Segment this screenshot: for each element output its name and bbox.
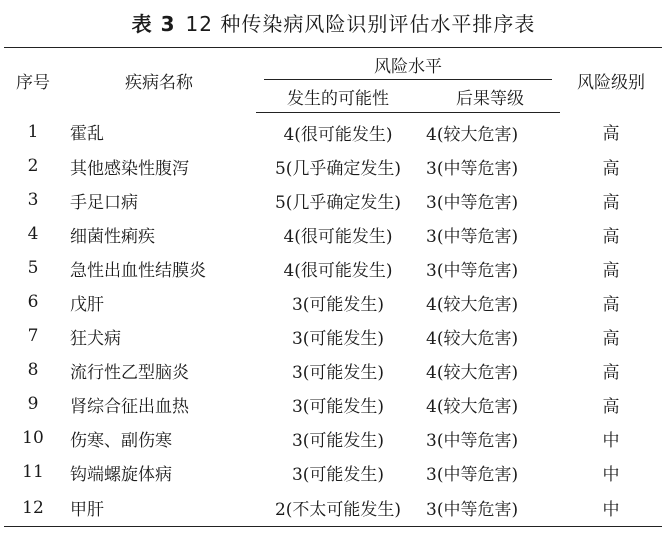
table-row — [4, 387, 662, 421]
disease-name-cell: 戊肝 — [70, 294, 104, 315]
disease-name-cell: 伤寒、副伤寒 — [70, 430, 172, 451]
table-body — [4, 113, 662, 527]
likelihood-cell: 3(可能发生) — [291, 362, 385, 383]
row-number: 4 — [27, 224, 39, 244]
consequence-cell: 3(中等危害) — [426, 430, 519, 451]
risk-grade-cell: 高 — [602, 192, 620, 213]
risk-grade-cell: 高 — [602, 226, 620, 247]
likelihood-cell: 5(几乎确定发生) — [274, 192, 402, 213]
likelihood-cell: 2(不太可能发生) — [256, 489, 420, 527]
likelihood-cell: 3(可能发生) — [291, 294, 385, 315]
risk-grade-cell: 高 — [602, 158, 620, 179]
likelihood-cell: 5(几乎确定发生) — [274, 158, 402, 179]
risk-grade-cell: 高 — [602, 362, 620, 383]
consequence-cell: 4(较大危害) — [426, 294, 519, 315]
table-row — [4, 455, 662, 489]
table-row — [4, 421, 662, 455]
risk-grade-cell: 高 — [602, 328, 620, 349]
table-row — [4, 285, 662, 319]
row-number: 2 — [27, 156, 39, 176]
table-title: 12 种传染病风险识别评估水平排序表 — [185, 12, 536, 36]
likelihood-cell: 4(很可能发生) — [283, 124, 393, 145]
likelihood-cell: 3(可能发生) — [291, 396, 385, 417]
header-no: 序号 — [4, 48, 62, 113]
disease-name-cell: 流行性乙型脑炎 — [70, 362, 189, 383]
table-caption — [0, 8, 667, 37]
risk-grade-cell: 中 — [602, 464, 620, 485]
disease-name-cell: 其他感染性腹泻 — [70, 158, 189, 179]
likelihood-cell: 3(可能发生) — [291, 430, 385, 451]
risk-grade-cell: 高 — [602, 396, 620, 417]
consequence-cell: 4(较大危害) — [426, 124, 519, 145]
table-row — [4, 183, 662, 217]
header-likelihood: 发生的可能性 — [256, 80, 420, 113]
row-number: 11 — [22, 462, 44, 482]
row-number: 3 — [27, 190, 39, 210]
consequence-cell: 3(中等危害) — [426, 464, 519, 485]
likelihood-cell: 3(可能发生) — [291, 464, 385, 485]
row-number: 10 — [22, 428, 44, 448]
disease-name-cell: 手足口病 — [70, 192, 138, 213]
row-number: 5 — [27, 258, 39, 278]
likelihood-cell: 3(可能发生) — [291, 328, 385, 349]
likelihood-cell: 4(很可能发生) — [283, 226, 393, 247]
table-row — [4, 113, 662, 150]
table-row — [4, 489, 662, 527]
disease-name-cell: 细菌性痢疾 — [70, 226, 155, 247]
header-risk-level-label: 风险水平 — [374, 56, 442, 77]
table-row — [4, 353, 662, 387]
disease-name-cell: 霍乱 — [70, 124, 104, 145]
consequence-cell: 3(中等危害) — [426, 158, 519, 179]
table-row — [4, 149, 662, 183]
row-number: 6 — [27, 292, 39, 312]
row-number: 8 — [27, 360, 39, 380]
consequence-cell: 3(中等危害) — [426, 192, 519, 213]
row-number: 9 — [27, 394, 39, 414]
header-row-top — [4, 48, 662, 81]
risk-grade-cell: 高 — [602, 294, 620, 315]
consequence-cell: 3(中等危害) — [426, 260, 519, 281]
consequence-cell: 4(较大危害) — [426, 328, 519, 349]
consequence-cell: 3(中等危害) — [426, 226, 519, 247]
row-number: 7 — [27, 326, 39, 346]
disease-name-cell: 急性出血性结膜炎 — [70, 260, 206, 281]
consequence-cell: 4(较大危害) — [426, 362, 519, 383]
group-divider — [264, 79, 552, 80]
risk-grade-cell: 中 — [560, 489, 662, 527]
consequence-cell: 3(中等危害) — [420, 489, 560, 527]
disease-name-cell: 钩端螺旋体病 — [70, 464, 172, 485]
disease-name-cell: 肾综合征出血热 — [70, 396, 189, 417]
risk-grade-cell: 高 — [602, 260, 620, 281]
likelihood-cell: 4(很可能发生) — [283, 260, 393, 281]
risk-grade-cell: 中 — [602, 430, 620, 451]
table-label: 表 3 — [131, 12, 176, 36]
header-risk-level — [256, 48, 560, 81]
risk-ranking-table — [4, 47, 662, 527]
disease-name-cell: 甲肝 — [62, 489, 256, 527]
table-row — [4, 217, 662, 251]
header-risk-grade: 风险级别 — [560, 48, 662, 113]
table-row — [4, 319, 662, 353]
table-row — [4, 251, 662, 285]
consequence-cell: 4(较大危害) — [426, 396, 519, 417]
header-consequence: 后果等级 — [420, 80, 560, 113]
row-number: 12 — [4, 489, 62, 527]
risk-grade-cell: 高 — [602, 124, 620, 145]
header-disease-name: 疾病名称 — [62, 48, 256, 113]
row-number: 1 — [27, 121, 39, 142]
disease-name-cell: 狂犬病 — [70, 328, 121, 349]
